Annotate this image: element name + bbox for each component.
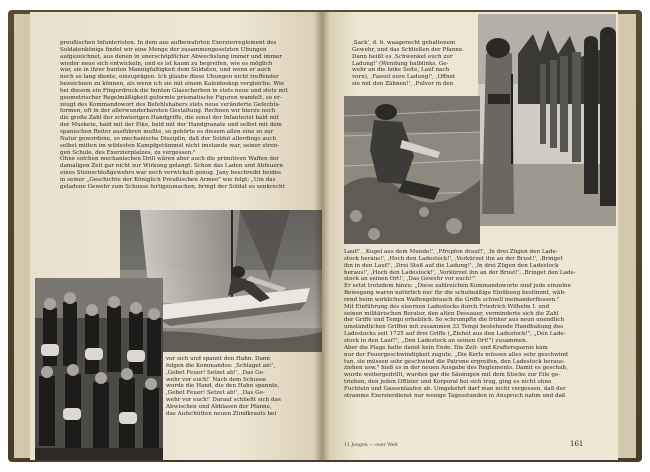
text-line: ‚Gebet Feuer! Setzet ab!', ‚Das Ge- (166, 369, 265, 376)
text-line: aufgezeichnet, aus denen in unerschöpflicher Abwechslung immer und immer (60, 53, 282, 60)
text-line: Dann heißt es ‚Schwenket euch zur (352, 53, 453, 60)
text-line: der Muskete, bald mit der Pike, bald mit der Handgranate und selbst mit dem (60, 122, 282, 129)
left-page-bottom-text (166, 356, 314, 426)
text-line: stramme Exerzierdienst nur wenige Tagesstunden in Anspruch nahm und daß (344, 392, 566, 399)
text-line: Aber die Plage hatte damit kein Ende. Die Zeit- und Kraftersparnis kam (344, 344, 548, 351)
text-line: geometrischer Regelmäßigkeit geformte prismatische Figuren wandelt, so er- (60, 94, 282, 101)
right-page-edges (616, 14, 636, 458)
text-line: zeugt des Kommandowort des Befehlshabers stets neue veränderte Gefechts- (60, 101, 281, 108)
book-gutter (314, 12, 330, 460)
text-line: eines Steinschloßgewehrs war noch verwickelt genug. Jany beschreibt beides (60, 170, 281, 177)
text-line: bei diesem ein Fingerdruck die bunten Glasscherben in stets neue und stets mit (60, 87, 288, 94)
text-line: umständlichen Griffen mit zusammen 33 Tempi bestehende Handhabung des (344, 324, 564, 331)
text-line: formen, oft in der allerwunderbarsten Gestaltung. Rechnen wir hierzu noch (60, 108, 276, 115)
text-line: Ladung!' (Wendung halblinks. Ge- (352, 60, 449, 67)
text-line: die große Zahl der schwierigen Handgriffe, die sonst der Infanterist bald mit (60, 115, 279, 122)
text-line: damaligen Zeit gar nicht zur Wirkung gelangt. Schon das Laden und Abfeuern (60, 163, 283, 170)
text-line: preußischen Infanteristen. In dem aus aufbewahrten Exerzierreglement des (60, 40, 277, 46)
text-line: Fuchteln und Gassenlaufen ab. Umgekehrt darf man nicht vergessen, daß der (344, 385, 566, 392)
text-line: noch so lang diente, einzuprägen. Ich glaube diese Übungen nicht treffender (60, 74, 279, 81)
text-line: bezeichnen zu können, als wenn ich sie mit einem Kaleidoskop vergleiche. Wie (60, 81, 285, 88)
text-line: wurde weitergedrillt, wurden gar die Säumigen mit dem Stocke zur Eile ge- (344, 372, 561, 379)
text-line: wehr vor euch!' Darauf schließt sich das (166, 397, 281, 404)
text-line: wehr an die linke Seite, Lauf nach (352, 67, 450, 74)
text-line: der Griffe und Tempi erheblich. So schrumpfte die früher aus neun unendlich (344, 317, 565, 324)
soldiers-image (478, 14, 616, 226)
text-line: rend beim wirklichen Waffengebrauch die Griffe schnell ineinanderflossen." (344, 296, 560, 303)
text-line: vor sich und spannt den Hahn. Dann (166, 356, 271, 362)
text-line: wurde die Hand, die den Hahn spannte, (166, 383, 280, 390)
text-line: ‚Sack', d. h. waagerecht gehaltenem (352, 40, 456, 46)
text-line: folgen die Kommandos: ‚Schlaget an!', (166, 362, 276, 369)
text-line: selbst mitten im wildesten Kampfgetümmel nicht imstande war, seiner stren- (60, 142, 280, 149)
text-line: stock in den Lauf!", „Den Ladestock an seinen Ort!") zusammen. (344, 337, 528, 344)
text-line: wehr vor euch!' Nach dem Schusse (166, 376, 267, 383)
text-line: Ladestocks seit 1725 auf drei Griffe („Ziehet aus den Ladestock!", „Den Lade- (344, 331, 566, 338)
text-line: ziehen usw." hieß es in der neuen Ausgabe des Reglements. Damit es geschah, (344, 365, 568, 372)
text-line: geladene Gewehr zum Schusse fertigzumachen, bringt der Soldat es senkrecht (60, 183, 285, 190)
text-line: heraus!', ‚Hoch den Ladestock!', ‚Verkürzet ihn an der Brust!', ‚Bringet den Lade- (344, 269, 576, 276)
text-line: Lauf!', ‚Kugel aus dem Munde!', ‚Pfropfen drauf!', ‚In drei Zügen den Lade- (344, 249, 558, 255)
right-page-body-text (344, 249, 584, 439)
text-line: tun, sie müssen sehr geschwind die Patrone ergreifen, den Ladestock heraus- (344, 358, 565, 365)
text-line: stock heraus!', ‚Hoch den Ladestock!', ‚Verkürzet ihn an der Brust!', ‚Bringet (344, 255, 563, 262)
text-line: Ohne solchen mechanischen Drill wären aber auch die primitiven Waffen der (60, 156, 279, 163)
text-line: spanischen Reiter ausführen mußte, so gehörte es diesem allen eine so zur (60, 128, 274, 135)
soldiers-in-line-photo (478, 14, 616, 226)
text-line: Bewegung waren natürlich nur für die schulmäßige Einübung bestimmt, wäh- (344, 290, 566, 297)
text-line: vorn), ‚Fasset eure Ladung!', ‚Öffnet (352, 74, 456, 81)
crouching-soldier-image (344, 96, 480, 244)
printer-signature: 11 Jungen — euer Welt (344, 443, 398, 448)
left-page-top-text (60, 40, 312, 192)
marching-band-image (35, 278, 163, 460)
text-line: Mit Einführung des eisernen Ladestocks durch Friedrich Wilhelm I. und (344, 303, 550, 310)
text-line: ihn in den Lauf!', ‚Drei Stoß auf die Ladung!', ‚In drei Zügen den Ladestock (344, 262, 559, 269)
text-line: in seiner „Geschichte der Königlich Preußischen Armee" wie folgt: „Um das (60, 176, 276, 183)
text-line: seinen militärischen Berater, den alten Dessauer, verminderte sich die Zahl (344, 310, 559, 317)
text-line: nur der Feuergeschwindigkeit zugute. „Die Kerls müssen alles sehr geschwind (344, 351, 568, 358)
text-line: stock an seinen Ort!', ‚Das Gewehr vor euch!'" (344, 276, 476, 283)
text-line: gen Schule, des Exerzierplatzes, zu vergessen." (60, 149, 196, 156)
text-line: Gewehr, und das Schließen der Pfanne. (352, 46, 464, 53)
text-line: ‚Gebet Feuer! Setzet ab!', ‚Das Ge- (166, 390, 265, 397)
text-line: wieder neue sich entwickeln, und es ist kaum zu begreifen, wie es möglich (60, 60, 273, 67)
marching-band-photo (35, 278, 163, 460)
text-line: Abwischen und Abblasen der Pfanne, (166, 403, 272, 410)
page-number: 161 (570, 440, 584, 448)
text-line: Er setzt trotzdem hinzu: „Diese zahlreichen Kommandoworte sind jede einzelne (344, 283, 571, 290)
text-line: Soldatenkönigs findet wir eine Menge der zusammengesetzten Übungen (60, 46, 267, 53)
text-line: trieben, den jeden Offizier und Korporal bei sich trug, ging es nicht ohne (344, 379, 552, 386)
text-line: das Aufschütten neuen Zündkrauts bei (166, 410, 277, 417)
text-line: Natur gewordene, so mechanische Disziplin, daß der Soldat allerdings auch (60, 135, 277, 142)
crouching-soldier-photo (344, 96, 480, 244)
right-page-top-text (352, 40, 476, 92)
text-line: war, sie in ihrer bunten Mannigfaltigkeit dem Soldaten, und wenn er auch (60, 67, 271, 74)
text-line: sie mit den Zähnen!', ‚Pulver in den (352, 81, 454, 88)
